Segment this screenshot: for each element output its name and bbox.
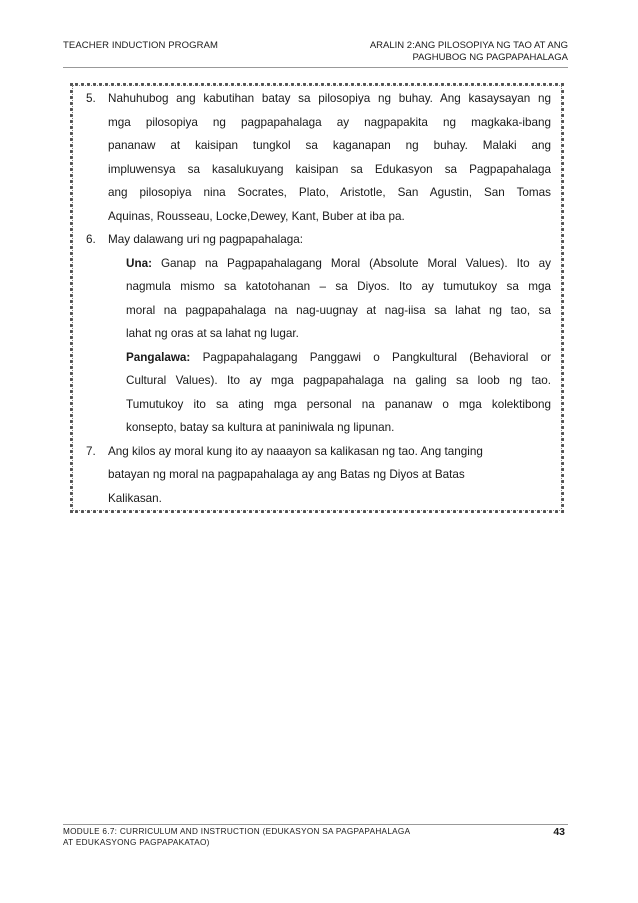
item-7-line: Ang kilos ay moral kung ito ay naaayon sa kalikasan ng tao. Ang tanging [108,444,483,458]
una-line: moral na pagpapahalaga na nag-uugnay at nag-iisa sa lahat ng tao, sa [126,303,551,317]
pangalawa-line: Cultural Values). Ito ay mga pagpapahalaga na galing sa loob ng tao. [126,374,551,387]
header-lesson-line-1: ARALIN 2:ANG PILOSOPIYA NG TAO AT ANG [369,40,568,51]
list-item-6 [86,228,551,440]
una-label: Una: [126,256,152,270]
item-5-line: pananaw at kaisipan tungkol sa kaganapan ng buhay. Malaki ang [108,139,551,152]
una-line: nagmula mismo sa katotohanan – sa Diyos. Ito ay tumutukoy sa mga [126,280,551,293]
una-text: Ganap na Pagpapahalagang Moral (Absolute Moral Values). Ito ay [160,256,551,270]
una-section [108,252,551,346]
list-item-5 [86,87,551,228]
item-5-line: Nahuhubog ang kabutihan batay sa pilosopiya ng buhay. Ang kasaysayan ng [108,92,551,105]
pangalawa-section [108,346,551,440]
item-5-line: ang pilosopiya nina Socrates, Plato, Aristotle, San Agustin, San Tomas [108,186,551,199]
item-7-line: batayan ng moral na pagpapahalaga ay ang Batas ng Diyos at Batas [108,468,465,481]
footer-module-title [63,826,483,848]
header-divider [63,67,568,68]
footer-divider [63,824,568,825]
pangalawa-text: Pagpapahalagang Panggawi o Pangkultural (Behavioral or [202,350,551,364]
item-number: 6. [86,233,96,246]
item-5-line: impluwensya sa kasalukuyang kaisipan sa Edukasyon sa Pagpapahalaga [108,162,551,176]
page-number: 43 [553,826,565,838]
header-lesson-line-2: PAGHUBOG NG PAGPAPAHALAGA [412,52,568,63]
pangalawa-line: konsepto, batay sa kultura at paniniwala ng lipunan. [126,421,395,434]
una-line: lahat ng oras at sa lahat ng lugar. [126,327,299,340]
item-number: 5. [86,92,96,105]
item-5-line: Aquinas, Rousseau, Locke,Dewey, Kant, Buber at iba pa. [108,209,405,223]
una-line [126,252,551,276]
item-number: 7. [86,444,96,458]
content-list [86,87,551,510]
header-program-title: TEACHER INDUCTION PROGRAM [63,40,219,51]
pangalawa-line: Tumutukoy ito sa ating mga personal na pananaw o mga kolektibong [126,397,551,411]
footer-line-2: AT EDUKASYONG PAGPAPAKATAO) [63,838,210,847]
header-lesson-title [328,40,568,64]
pangalawa-line [126,346,551,370]
pangalawa-label: Pangalawa: [126,350,191,364]
item-6-intro: May dalawang uri ng pagpapahalaga: [108,233,303,246]
list-item-7 [86,440,551,511]
item-5-line: mga pilosopiya ng pagpapahalaga ay nagpapakita ng magkaka-ibang [108,115,551,129]
item-7-line: Kalikasan. [108,491,162,505]
footer-line-1: MODULE 6.7: CURRICULUM AND INSTRUCTION (EDUKASYON SA PAGPAPAHALAGA [63,827,411,836]
